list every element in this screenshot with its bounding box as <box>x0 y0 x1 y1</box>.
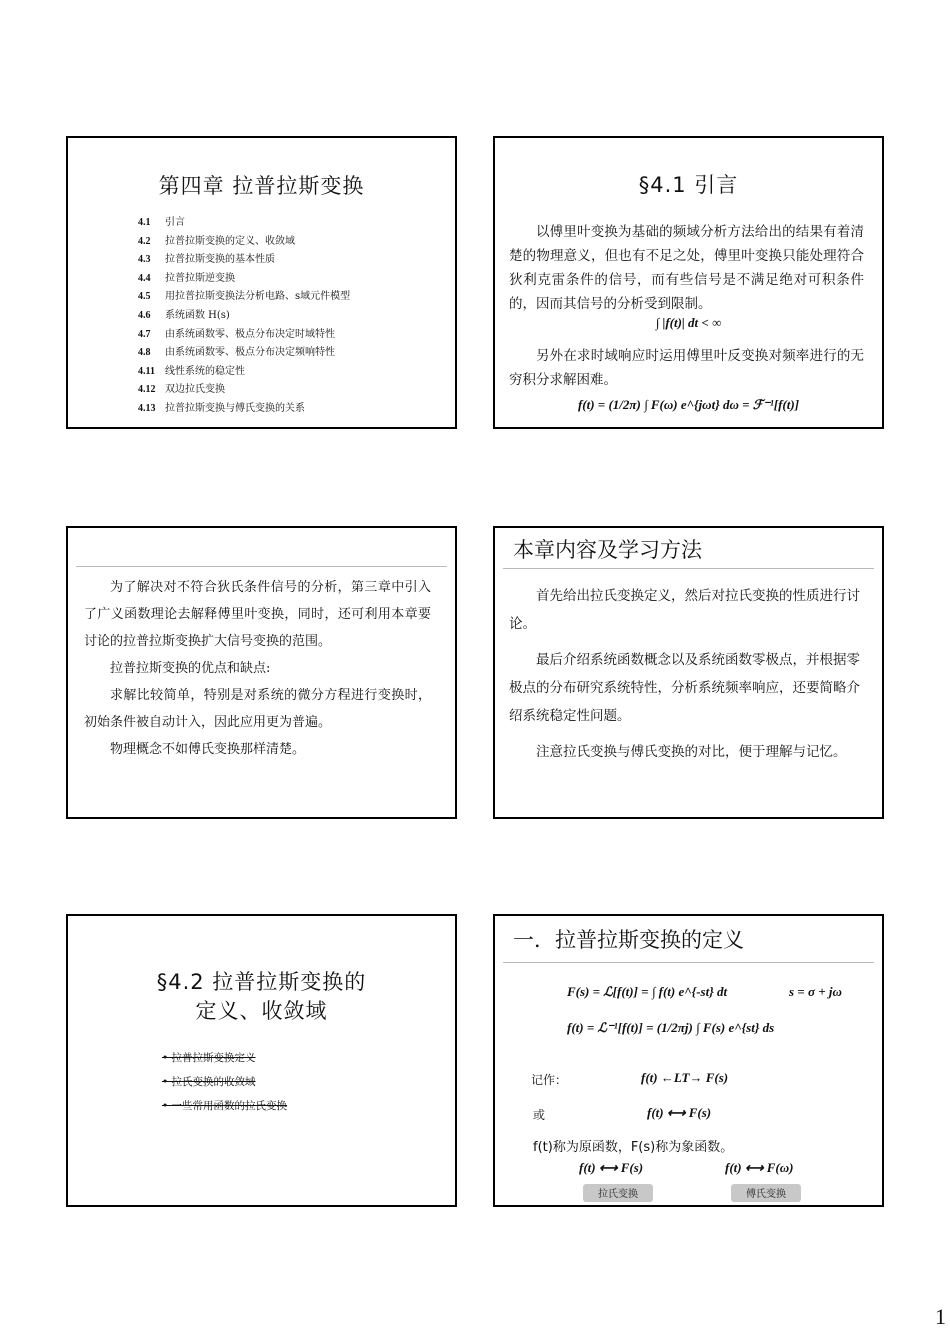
divider <box>503 962 874 963</box>
toc-item[interactable] <box>138 251 350 270</box>
slide-title: §4.1 引言 <box>638 173 739 197</box>
toc-item-number: 4.8 <box>138 347 151 359</box>
fourier-button[interactable]: 傅氏变换 <box>731 1184 801 1202</box>
paragraph-1: 为了解决对不符合狄氏条件信号的分析，第三章中引入了广义函数理论去解释傅里叶变换，同时，还可利用本章要讨论的拉普拉斯变换扩大信号变换的范围。 <box>84 580 431 649</box>
slide-study-method <box>493 526 884 819</box>
motivation-text <box>84 574 431 763</box>
toc-item-number: 4.2 <box>138 235 151 247</box>
slide-chapter-toc <box>66 136 457 429</box>
toc-item[interactable] <box>138 214 350 233</box>
toc-item-number: 4.7 <box>138 328 151 340</box>
toc-item-label: 由系统函数零、极点分布决定时域特性 <box>165 328 335 340</box>
toc-item-label: 双边拉氏变换 <box>165 384 225 396</box>
paragraph-1: 首先给出拉氏变换定义，然后对拉氏变换的性质进行讨论。 <box>509 588 860 632</box>
divider <box>503 568 874 569</box>
toc-item-label: 拉普拉斯变换的基本性质 <box>165 254 275 266</box>
chapter-title: 第四章 拉普拉斯变换 <box>158 174 365 198</box>
complex-frequency-formula: s = σ + jω <box>789 984 842 999</box>
formula-inverse-fourier: f(t) = (1/2π) ∫ F(ω) e^{jωt} dω = ℱ⁻¹[f(t)] <box>577 397 800 412</box>
paragraph-4: 物理概念不如傅氏变换那样清楚。 <box>110 742 306 757</box>
paragraph-3: 求解比较简单，特别是对系统的微分方程进行变换时，初始条件被自动计入，因此应用更为普遍。 <box>84 688 431 730</box>
toc-item-label: 拉普拉斯逆变换 <box>165 272 235 284</box>
slide-motivation <box>66 526 457 819</box>
toc-item-label: 线性系统的稳定性 <box>165 365 245 377</box>
toc-list <box>138 214 350 419</box>
study-method-text <box>509 582 866 766</box>
laplace-inverse-formula: f(t) = ℒ⁻¹[f(t)] = (1/2πj) ∫ F(s) e^{st} ds <box>567 1020 775 1035</box>
section-title <box>68 968 455 1026</box>
toc-item[interactable] <box>138 344 350 363</box>
slide-title: 一．拉普拉斯变换的定义 <box>513 928 744 952</box>
laplace-forward-formula: F(s) = ℒ[f(t)] = ∫ f(t) e^{-st} dt <box>567 984 728 999</box>
page-number: 1 <box>935 1304 946 1329</box>
paragraph-3: 注意拉氏变换与傅氏变换的对比，便于理解与记忆。 <box>536 744 847 760</box>
toc-item-number: 4.6 <box>138 309 151 321</box>
toc-item-number: 4.12 <box>138 384 156 396</box>
function-description: f(t)称为原函数，F(s)称为象函数。 <box>533 1140 734 1155</box>
inverse-fourier-paragraph: 另外在求时域响应时运用傅里叶反变换对频率进行的无穷积分求解困难。 <box>509 348 864 388</box>
toc-item-label: 引言 <box>165 217 185 228</box>
slide-title: 本章内容及学习方法 <box>513 538 702 562</box>
toc-item-number: 4.13 <box>138 402 156 414</box>
toc-item[interactable] <box>138 307 350 326</box>
or-label: 或 <box>533 1108 546 1122</box>
notation-label: 记作： <box>531 1073 568 1087</box>
toc-item[interactable] <box>138 270 350 289</box>
toc-item-number: 4.1 <box>138 217 151 228</box>
toc-item-number: 4.5 <box>138 291 151 303</box>
paragraph-2: 最后介绍系统函数概念以及系统函数零极点，并根据零极点的分布研究系统特性，分析系统频率响应，还要简略介绍系统稳定性问题。 <box>509 652 860 724</box>
toc-item-label: 由系统函数零、极点分布决定频响特性 <box>165 347 335 359</box>
toc-item-label: 拉普拉斯变换的定义、收敛域 <box>165 235 295 247</box>
toc-item[interactable] <box>138 326 350 345</box>
toc-item-number: 4.4 <box>138 272 151 284</box>
toc-item-number: 4.3 <box>138 254 151 266</box>
toc-item-label: 系统函数 H(s) <box>165 309 230 321</box>
notation-pair: f(t) ⟷ F(s) <box>647 1105 712 1120</box>
toc-item[interactable] <box>138 288 350 307</box>
toc-item[interactable] <box>138 363 350 382</box>
laplace-button[interactable]: 拉氏变换 <box>583 1184 653 1202</box>
toc-item[interactable] <box>138 233 350 252</box>
toc-item[interactable] <box>138 381 350 400</box>
formula-absolute-integrable: ∫ |f(t)| dt < ∞ <box>655 315 722 330</box>
toc-item[interactable] <box>138 400 350 419</box>
intro-paragraph: 以傅里叶变换为基础的频域分析方法给出的结果有着清楚的物理意义，但也有不足之处，傅里叶变换只能处理符合狄利克雷条件的信号，而有些信号是不满足绝对可积条件的，因而其信号的分析受到限制。 <box>509 224 864 312</box>
section-title-line1: §4.2 拉普拉斯变换的 <box>156 970 367 994</box>
toc-item-label: 拉普拉斯变换与傅氏变换的关系 <box>165 402 305 414</box>
slide-section-4-2 <box>66 914 457 1207</box>
toc-item-label: 用拉普拉斯变换法分析电路、s域元件模型 <box>165 291 351 303</box>
laplace-pair: f(t) ⟷ F(s) <box>579 1160 644 1175</box>
notation-lt: f(t) ←LT→ F(s) <box>641 1070 729 1085</box>
slide-laplace-definition <box>493 914 884 1207</box>
paragraph-2: 拉普拉斯变换的优点和缺点: <box>110 661 271 676</box>
section-title-line2: 定义、收敛域 <box>195 999 328 1023</box>
divider <box>76 566 447 567</box>
bullet-convergence[interactable]: • 拉氏变换的收敛域 <box>162 1076 256 1088</box>
fourier-pair: f(t) ⟷ F(ω) <box>725 1160 794 1175</box>
bullet-common-functions[interactable]: • 一些常用函数的拉氏变换 <box>162 1100 288 1112</box>
slide-introduction <box>493 136 884 429</box>
bullet-definition[interactable]: • 拉普拉斯变换定义 <box>162 1052 256 1064</box>
toc-item-number: 4.11 <box>138 365 155 377</box>
